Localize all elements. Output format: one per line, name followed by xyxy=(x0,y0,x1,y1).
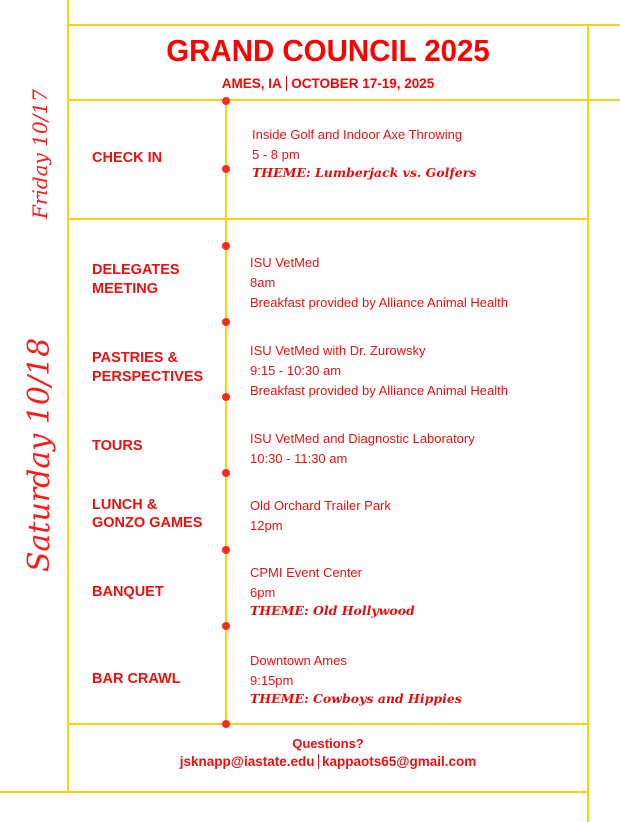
event-title-pastries-perspectives: PASTRIES & PERSPECTIVES xyxy=(92,350,204,385)
event-location: ISU VetMed with Dr. Zurowsky xyxy=(250,343,426,358)
event-note: Breakfast provided by Alliance Animal Health xyxy=(250,295,508,310)
event-location: Old Orchard Trailer Park xyxy=(250,498,391,513)
event-time: 9:15 - 10:30 am xyxy=(250,363,342,378)
friday-divider-line xyxy=(67,218,588,220)
event-location-dates xyxy=(68,76,588,91)
timeline-dot xyxy=(222,720,230,728)
timeline-dot xyxy=(222,165,230,173)
left-border-line xyxy=(67,0,69,792)
event-dates: OCTOBER 17-19, 2025 xyxy=(291,76,435,91)
event-location: Downtown Ames xyxy=(250,653,347,668)
timeline-dot xyxy=(222,97,230,105)
event-title-tours: TOURS xyxy=(92,438,143,454)
right-border-line xyxy=(587,25,589,822)
timeline-dot xyxy=(222,318,230,326)
timeline-dot xyxy=(222,469,230,477)
timeline-dot xyxy=(222,546,230,554)
header-divider-line xyxy=(67,99,620,101)
event-time: 5 - 8 pm xyxy=(252,147,300,162)
separator xyxy=(318,754,320,769)
event-location: ISU VetMed xyxy=(250,255,320,270)
event-time: 8am xyxy=(250,275,276,290)
separator xyxy=(286,76,288,91)
top-border-line xyxy=(67,24,620,26)
event-time: 10:30 - 11:30 am xyxy=(250,451,348,466)
event-title-check-in: CHECK IN xyxy=(92,150,163,166)
day-label-friday: Friday 10/17 xyxy=(28,89,52,219)
event-title-delegates-meeting: DELEGATES MEETING xyxy=(92,262,180,297)
event-location: CPMI Event Center xyxy=(250,565,362,580)
timeline-dot xyxy=(222,622,230,630)
footer-question: Questions? xyxy=(292,736,364,751)
footer-divider-line xyxy=(67,723,588,725)
page-title: GRAND COUNCIL 2025 xyxy=(166,33,490,68)
bottom-border-line xyxy=(0,791,589,793)
contact-email-2[interactable]: kappaots65@gmail.com xyxy=(322,754,477,769)
event-location: Inside Golf and Indoor Axe Throwing xyxy=(252,127,463,142)
event-location: ISU VetMed and Diagnostic Laboratory xyxy=(250,431,475,446)
event-location: AMES, IA xyxy=(221,76,282,91)
event-theme: THEME: Old Hollywood xyxy=(250,603,415,618)
contact-email-1[interactable]: jsknapp@iastate.edu xyxy=(179,754,315,769)
event-title-banquet: BANQUET xyxy=(92,584,164,600)
event-note: Breakfast provided by Alliance Animal Health xyxy=(250,383,508,398)
timeline-dot xyxy=(222,393,230,401)
event-time: 9:15pm xyxy=(250,673,294,688)
event-time: 6pm xyxy=(250,585,276,600)
event-theme: THEME: Lumberjack vs. Golfers xyxy=(252,165,477,180)
event-title-bar-crawl: BAR CRAWL xyxy=(92,671,181,687)
footer-contacts xyxy=(68,754,588,769)
event-title-lunch-gonzo-games: LUNCH & GONZO GAMES xyxy=(92,497,203,531)
event-theme: THEME: Cowboys and Hippies xyxy=(250,691,462,706)
day-label-saturday: Saturday 10/18 xyxy=(22,337,57,572)
timeline-dot xyxy=(222,242,230,250)
event-time: 12pm xyxy=(250,518,283,533)
